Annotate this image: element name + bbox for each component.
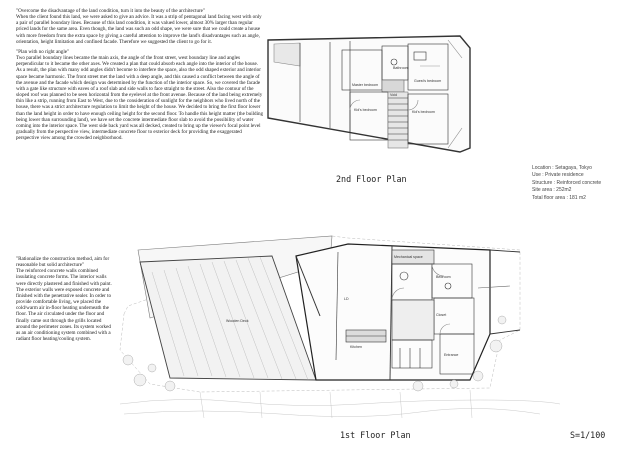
room-label-kids-bedroom-1: Kid's bedroom [354,108,377,112]
first-floor-plan-title: 1st Floor Plan [340,430,411,440]
room-label-guest-bedroom: Guest's bedroom [414,79,442,83]
info-use: Use : Private residence [532,172,584,179]
first-floor-plan [120,236,560,418]
room-label-void: Void [390,93,397,97]
room-label-bathroom: Bathroom [393,66,409,70]
room-label-closet: Closet [436,313,447,317]
info-location: Location : Setagaya, Tokyo [532,165,592,171]
scale-label: S=1/100 [570,430,606,440]
room-label-wooden-deck: Wooden Deck [226,319,249,323]
room-label-entrance: Entrance [444,353,459,357]
paragraph-heading: "Plan with no right angle" [16,48,70,55]
street-outline [120,390,560,418]
paragraph-heading: "Overcome the disadvantage of the land condition, turn it into the beauty of the architecture" [16,8,206,14]
room-label-master-bedroom: Master bedroom [352,83,379,87]
room-label-bedroom: Bedroom [436,275,451,279]
room-label-ld: LD [344,297,349,301]
paragraph-body: Two parallel boundary lines became the main axis, the angle of the front street, west boundary line and angles perpendicular to it became the other axes. We created a plan that could absorb each angle into the interior of the house. As a result, the plan with many odd angles didn't become to interfere the space, also the odd shaped exterior and interior space became harmonic. The front street met the land with a deep angle, and this caused a conflict between the angle of the avenue and the facade which design was determined by the function of the interior space. So, we covered the facade with a gate like structure with eaves of a roof slab and side walls to face straight to the street. Also the contour of the sloped roof was planned to be seen horizontal from the eyelevel at the front avenue. Because of the land being extremely thin like a strip, running from East to West, due to the consideration of sunlight for the neighbors who lived north of the house, there was a strict architecture regulation to limit the height of the house. We decided to bring the first floor lower than the land height in order to have enough ceiling height for the second floor. To handle this height matter (the building being lower than surrounding land), we have set the concrete intermediate floor slab to avoid the possibility of water coming into the interior space. The west side back yard was all decked, created to bring up the viewer's focal point level gradually from the perspective view, intermediate concrete floor to exterior deck for providing the exaggerated perspective view among the crowded neighborhood. [16,55,264,142]
paragraph-body: The reinforced concrete walls combined insulating concrete forms. The interior walls were directly plastered and finished with paint. The exterior walls were exposed concrete and finished with the penetrative sealer. In order to provide comfortable living, we placed the cold/warm air in-floor heating underneath the floor. The air circulated under the floor and finally came out through the grills located around the perimeter zones. Its system worked as an air conditioning system combined with a radiant floor heating/cooling system. [16,268,112,343]
paragraph-heading: "Rationalize the construction method, aim for reasonable but solid architecture" [16,256,110,269]
second-floor-plan [268,36,470,152]
info-floor-area: Total floor area : 181 m2 [532,194,586,201]
second-floor-plan-title: 2nd Floor Plan [336,174,407,184]
info-site-area: Site area : 252m2 [532,187,572,194]
paragraph-body: When the client found this land, we were asked to give an advice. It was a strip of pentagonal land facing west with only a pair of parallel boundary lines. Because of this land condition, it was valued lower, almost 30% larger than regular priced lands for the same area. Even though, the land was such an odd shape, we were sure that we could create a house with more freedom from the extra space by giving a careful attention to improve the land's disadvantages such as angle, orientation, height limitation and confined facade. Therefore we suggested the client to go for it. [16,14,262,45]
room-label-mechanical-space: Mechanical space [394,255,423,259]
info-structure: Structure : Reinforced concrete [532,179,602,186]
room-label-kids-bedroom-2: Kid's bedroom [412,110,435,114]
room-label-kitchen: Kitchen [350,345,362,349]
